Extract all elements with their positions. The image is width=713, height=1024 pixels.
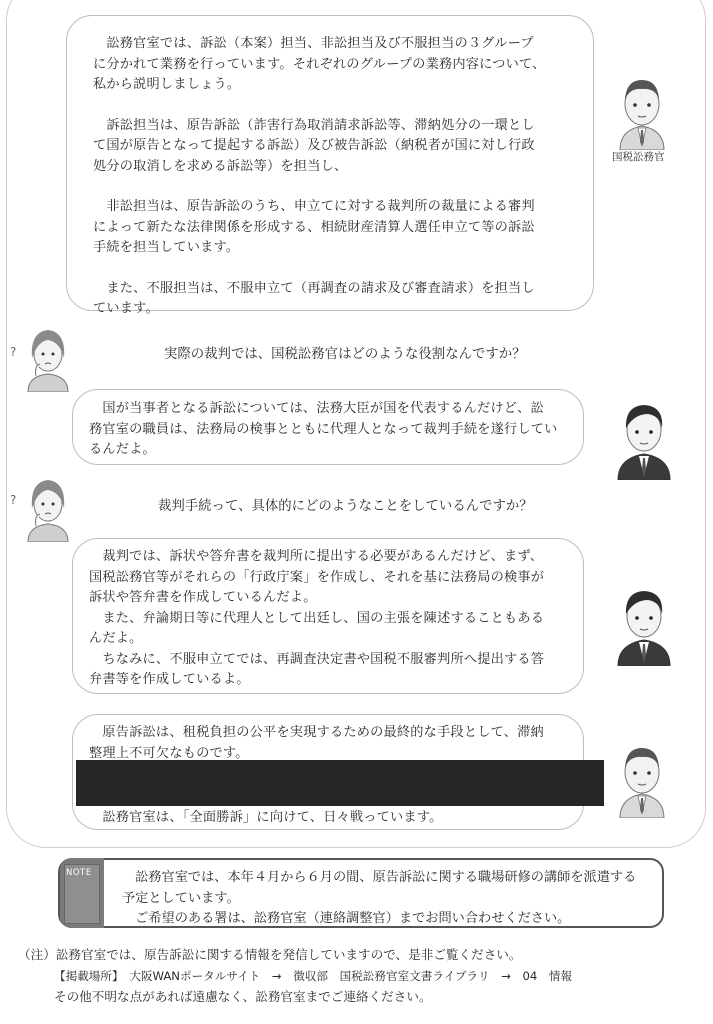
answer-3-line: 原告訴訟は、租税負担の公平を実現するための最終的な手段として、滞納 bbox=[89, 725, 544, 740]
note-line: ご希望のある署は、訟務官室（連絡調整官）までお問い合わせください。 bbox=[122, 911, 571, 926]
footer-contact: その他不明な点があれば遠慮なく、訟務官室までご連絡ください。 bbox=[54, 989, 432, 1004]
intro-line: に分かれて業務を行っています。それぞれのグループの業務内容について、 bbox=[93, 56, 546, 72]
tax-officer-avatar bbox=[612, 72, 672, 150]
svg-text:?: ? bbox=[10, 345, 17, 359]
answer-1-line: 務官室の職員は、法務局の検事とともに代理人となって裁判手続を遂行してい bbox=[89, 421, 558, 437]
young-officer-avatar bbox=[612, 582, 676, 666]
intro-line: 処分の取消しを求める訴訟等）を担当し、 bbox=[93, 158, 348, 174]
redacted-block bbox=[76, 760, 604, 806]
question-woman-avatar bbox=[8, 468, 74, 542]
answer-2-speech-bubble bbox=[72, 538, 584, 694]
tax-officer-avatar bbox=[612, 740, 672, 818]
note-line: 訟務官室では、本年４月から６月の間、原告訴訟に関する職場研修の講師を派遣する bbox=[122, 870, 637, 885]
intro-line: によって新たな法律関係を形成する、相続財産清算人選任申立て等の訴訟 bbox=[93, 219, 535, 235]
answer-2-line: んだよ。 bbox=[89, 631, 143, 646]
svg-text:?: ? bbox=[10, 493, 17, 507]
intro-line: ています。 bbox=[93, 301, 159, 316]
footer-note: （注）訟務官室では、原告訴訟に関する情報を発信していますので、是非ご覧ください。 bbox=[18, 947, 522, 962]
intro-line: 手続を担当しています。 bbox=[93, 240, 240, 255]
answer-2-line: 裁判では、訴状や答弁書を裁判所に提出する必要があるんだけど、まず、 bbox=[89, 549, 544, 564]
note-text bbox=[122, 868, 636, 930]
answer-1-speech-bubble bbox=[72, 389, 584, 465]
answer-2-line: 訴状や答弁書を作成しているんだよ。 bbox=[89, 590, 317, 605]
intro-speech-bubble bbox=[66, 15, 594, 316]
answer-2-line: 弁書等を作成しているよ。 bbox=[89, 672, 250, 687]
answer-3-line: 整理上不可欠なものです。 bbox=[89, 745, 249, 761]
answer-3-closing: 訟務官室は、「全面勝訴」に向けて、日々戦っています。 bbox=[89, 810, 443, 825]
footer-location: 【掲載場所】 大阪WANポータルサイト → 徴収部 国税訟務官室文書ライブラリ → 04 情報 bbox=[54, 969, 573, 983]
note-box bbox=[58, 858, 664, 928]
question-1-text: 実際の裁判では、国税訟務官はどのような役割なんですか？ bbox=[164, 347, 526, 362]
answer-2-line: また、弁論期日等に代理人として出廷し、国の主張を陳述することもある bbox=[89, 610, 545, 626]
tax-officer-label: 国税訟務官 bbox=[612, 151, 665, 163]
young-officer-avatar bbox=[612, 396, 676, 480]
intro-line: 私から説明しましょう。 bbox=[93, 77, 241, 92]
note-book-icon bbox=[60, 858, 104, 928]
intro-line: 非訟担当は、原告訴訟のうち、申立てに対する裁判所の裁量による審判 bbox=[93, 199, 535, 214]
intro-line: また、不服担当は、不服申立て（再調査の請求及び審査請求）を担当し bbox=[93, 280, 535, 296]
answer-2-line: ちなみに、不服申立てでは、再調査決定書や国税不服審判所へ提出する答 bbox=[89, 651, 545, 667]
note-tab-label: NOTE bbox=[66, 868, 92, 878]
question-2-text: 裁判手続って、具体的にどのようなことをしているんですか？ bbox=[158, 499, 533, 514]
note-line: 予定としています。 bbox=[122, 890, 240, 906]
intro-line: て国が原告となって提起する訴訟）及び被告訴訟（納税者が国に対し行政 bbox=[93, 138, 535, 153]
intro-line: 訟務官室では、訴訟（本案）担当、非訟担当及び不服担当の３グループ bbox=[93, 36, 534, 51]
answer-1-line: 国が当事者となる訴訟については、法務大臣が国を代表するんだけど、訟 bbox=[89, 401, 544, 416]
answer-2-line: 国税訟務官等がそれらの「行政庁案」を作成し、それを基に法務局の検事が bbox=[89, 569, 545, 585]
question-woman-avatar bbox=[8, 318, 74, 392]
answer-1-line: るんだよ。 bbox=[89, 442, 156, 457]
intro-line: 訴訟担当は、原告訴訟（詐害行為取消請求訴訟等、滞納処分の一環とし bbox=[93, 117, 535, 133]
